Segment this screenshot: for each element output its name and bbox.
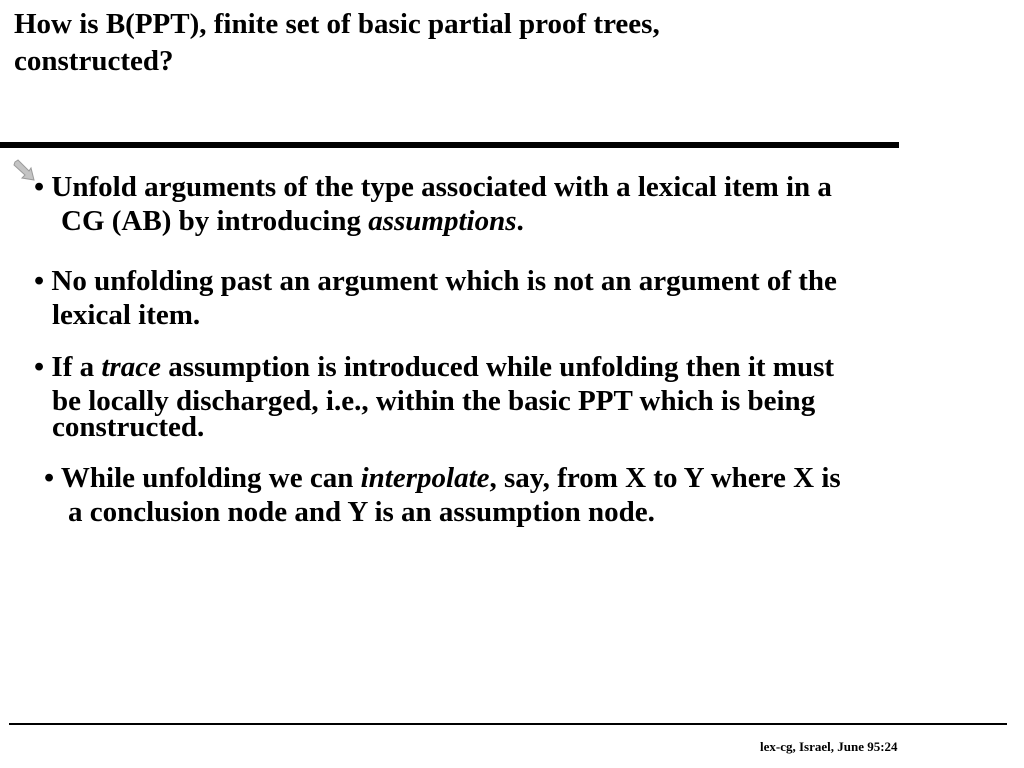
bullet-item-1: [34, 170, 832, 238]
slide-title: [14, 6, 914, 80]
bullet-mark: •: [44, 462, 61, 494]
bullet-3-line-1: [34, 350, 834, 384]
title-line-1: How is B(PPT), finite set of basic partial proof trees,: [14, 8, 660, 40]
bullet-1-suffix: .: [516, 205, 524, 237]
bullet-2-line-2: lexical item.: [52, 299, 201, 331]
title-divider: [0, 142, 899, 148]
bullet-3-line-2: be locally discharged, i.e., within the basic PPT which is being: [52, 385, 816, 417]
bullet-1-text-2: CG (AB) by introducing: [61, 205, 369, 237]
bullet-4-suffix: , say, from X to Y where X is: [489, 462, 841, 494]
bullet-3-suffix: assumption is introduced while unfolding then it must: [160, 351, 835, 383]
bullet-item-3: [34, 350, 834, 444]
bullet-mark: •: [34, 171, 52, 203]
bullet-1-line-2: [34, 204, 832, 238]
bullet-1-emphasis: assumptions: [368, 205, 517, 237]
footer-caption: lex-cg, Israel, June 95:24: [760, 739, 898, 754]
bullet-mark: •: [34, 351, 52, 383]
bullet-4-emphasis: interpolate: [360, 462, 490, 494]
bullet-2-line-1: [34, 264, 837, 298]
bullet-3-emphasis: trace: [101, 351, 161, 383]
bullet-mark: •: [34, 265, 52, 297]
bullet-2-text: No unfolding past an argument which is not an argument of the: [51, 265, 837, 297]
bullet-1-text: Unfold arguments of the type associated with a lexical item in a: [51, 171, 832, 203]
footer-divider: [9, 723, 1007, 725]
title-line-2: constructed?: [14, 45, 174, 77]
bullet-3-line-3: constructed.: [52, 411, 205, 443]
bullet-3-prefix: If a: [51, 351, 102, 383]
bullet-item-2: [34, 264, 837, 332]
bullet-1-line-1: [34, 170, 832, 204]
bullet-4-line-1: [44, 461, 841, 495]
bullet-4-prefix: While unfolding we can: [60, 462, 361, 494]
bullet-4-line-2: a conclusion node and Y is an assumption node.: [68, 496, 655, 528]
bullet-item-4: [44, 461, 841, 529]
